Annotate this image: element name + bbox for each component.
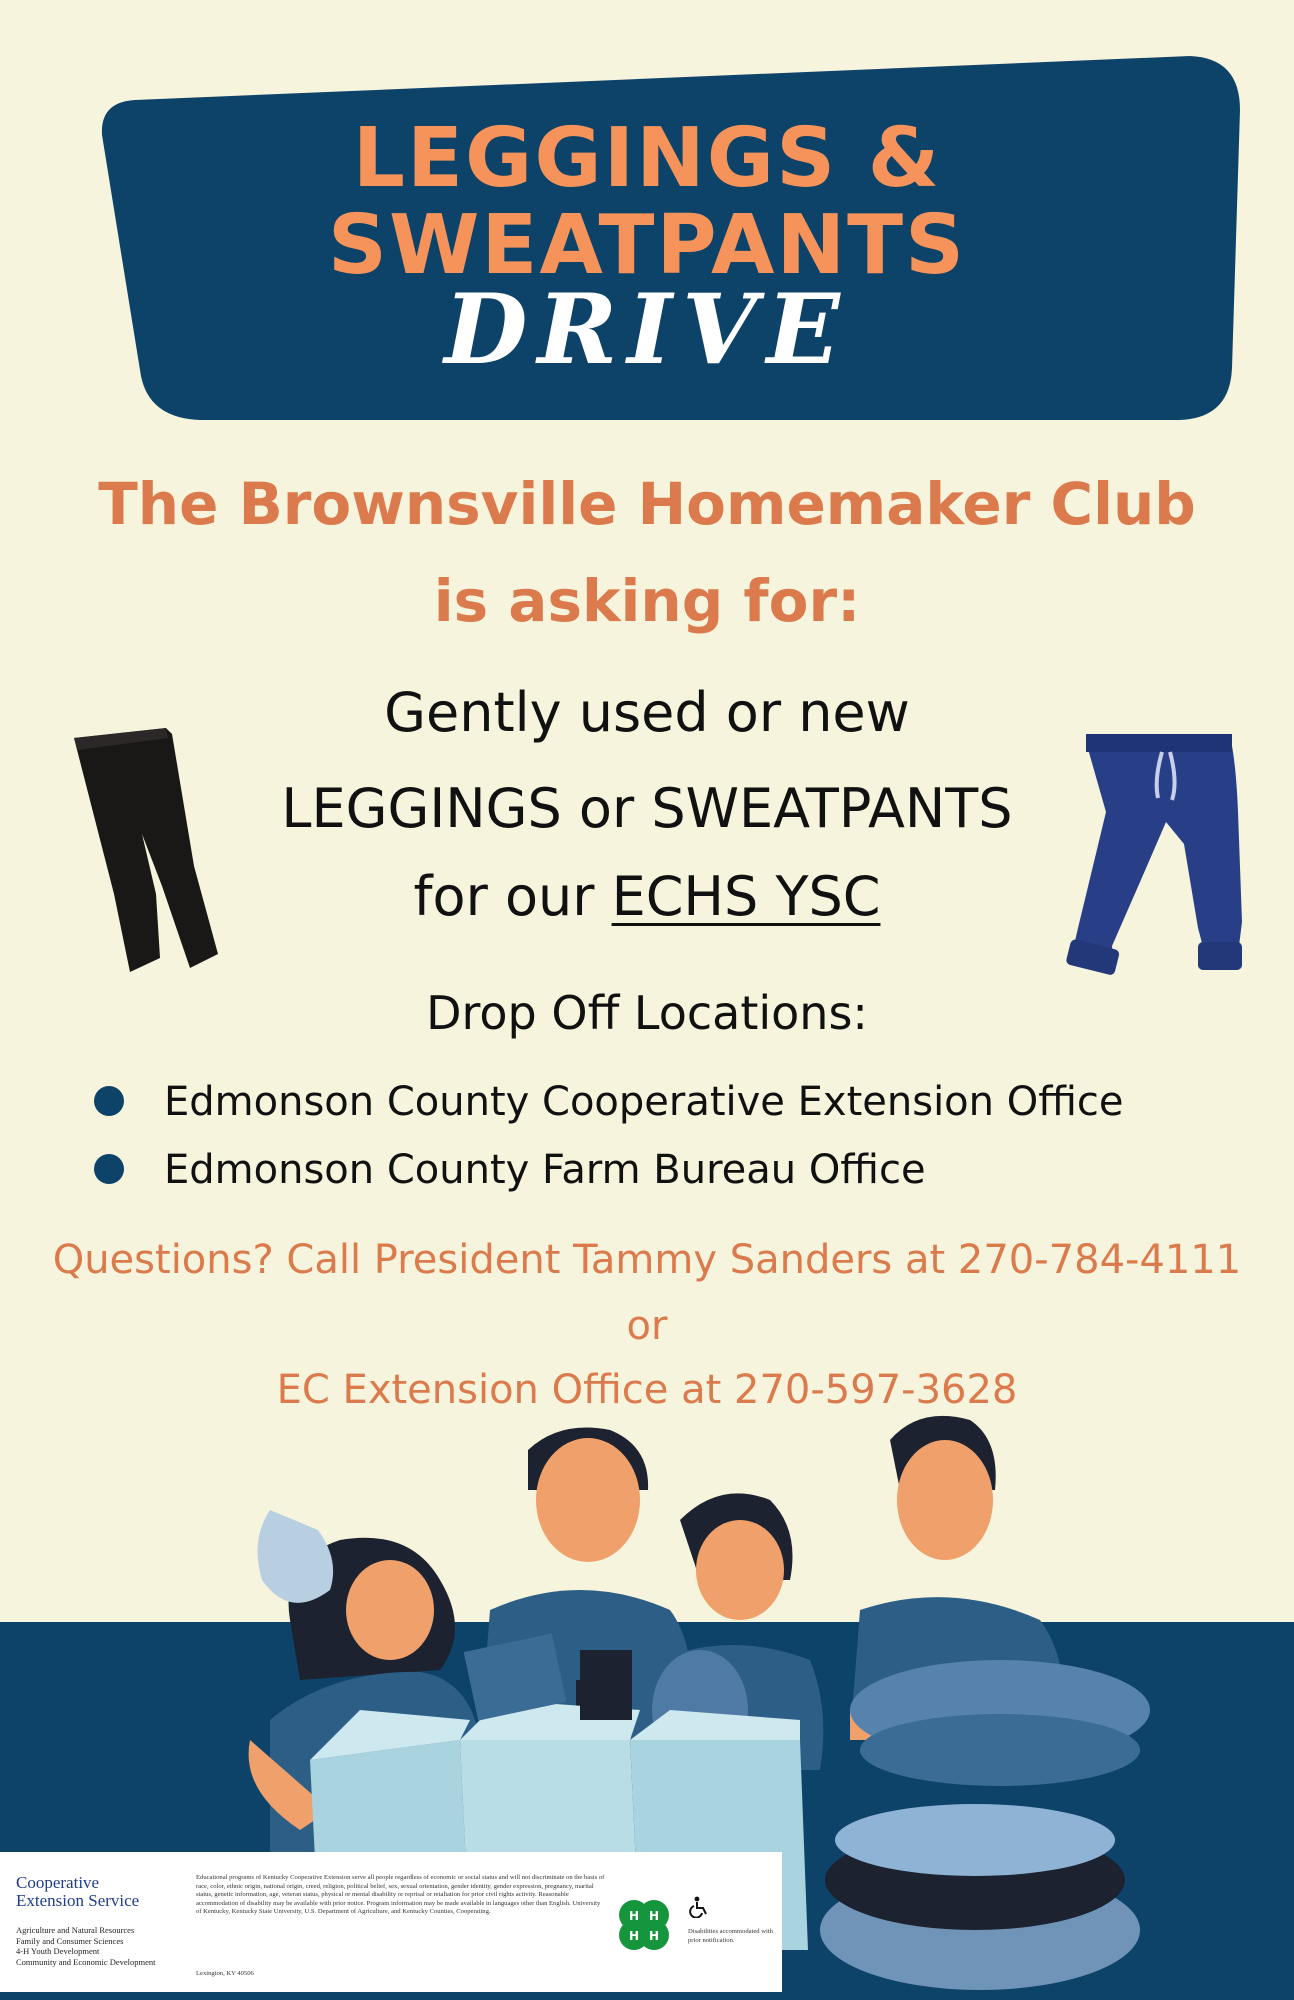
ces-division: Agriculture and Natural Resources: [16, 1925, 135, 1935]
svg-text:H: H: [648, 1909, 660, 1923]
ces-divisions: [16, 1925, 191, 1968]
questions-line-1: Questions? Call President Tammy Sanders at 270-784-4111: [52, 1237, 1242, 1283]
accessibility-note: Disabilities accommodated with prior notification.: [688, 1928, 773, 1944]
svg-text:H: H: [648, 1929, 660, 1943]
ces-division: Family and Consumer Sciences: [16, 1935, 124, 1946]
ces-title-line-2: Extension Service: [16, 1890, 140, 1910]
dropoff-location: [94, 1147, 1274, 1193]
clothes-pile: [820, 1660, 1150, 1990]
questions-line-3: EC Extension Office at 270-597-3628: [276, 1367, 1018, 1413]
black-leggings-icon: [70, 726, 220, 976]
dropoff-location: [94, 1079, 1274, 1125]
svg-text:H: H: [628, 1929, 640, 1943]
dropoff-location-label: Edmonson County Farm Bureau Office: [164, 1147, 926, 1193]
dropoff-heading: Drop Off Locations:: [426, 986, 868, 1040]
extension-footer: [0, 1852, 782, 1992]
ces-city: Lexington, KY 40506: [196, 1970, 254, 1977]
organizer-line-2: is asking for:: [433, 567, 861, 635]
request-line-1: Gently used or new: [384, 681, 910, 744]
organizer-line-1: The Brownsville Homemaker Club: [98, 470, 1196, 538]
title-line-2: SWEATPANTS: [327, 198, 967, 293]
wheelchair-accessibility-icon: [688, 1896, 710, 1918]
request-line-3-prefix: for our: [413, 865, 612, 928]
ces-legal-text: Educational programs of Kentucky Cooperative Extension serve all people regardless of economic or social status and will not discriminate on the basis of race, color, ethnic origin, national origin, creed, religion, political belief, sex, sexual orientation, gender identity, gender expression, pregnancy, marital status, genetic information, age, veteran status, physical or mental disability or reprisal or retaliation for prior civil rights activity. Reasonable accommodation of disability may be available with prior notice. Program information may be made available in languages other than English. University of Kentucky, Kentucky State University, U.S. Department of Agriculture, and Kentucky Counties, Cooperating.: [196, 1874, 605, 1916]
title-line-1: LEGGINGS &: [352, 111, 942, 206]
ces-division: Community and Economic Development: [16, 1956, 156, 1967]
request-program-name: ECHS YSC: [611, 865, 881, 928]
ces-division: 4-H Youth Development: [16, 1946, 100, 1957]
request-line-3: [0, 865, 1294, 928]
questions-line-2: or: [626, 1303, 668, 1349]
bullet-icon: [94, 1154, 124, 1184]
ces-logo-text: [16, 1874, 166, 1910]
bullet-icon: [94, 1086, 124, 1116]
title-script: DRIVE: [444, 273, 850, 386]
request-line-2: LEGGINGS or SWEATPANTS: [281, 777, 1013, 840]
svg-text:H: H: [628, 1909, 640, 1923]
dropoff-location-label: Edmonson County Cooperative Extension Office: [164, 1079, 1124, 1125]
blue-sweatpants-icon: [1066, 732, 1246, 988]
four-h-clover-icon: [614, 1895, 674, 1955]
ces-title-line-1: Cooperative: [16, 1873, 100, 1892]
